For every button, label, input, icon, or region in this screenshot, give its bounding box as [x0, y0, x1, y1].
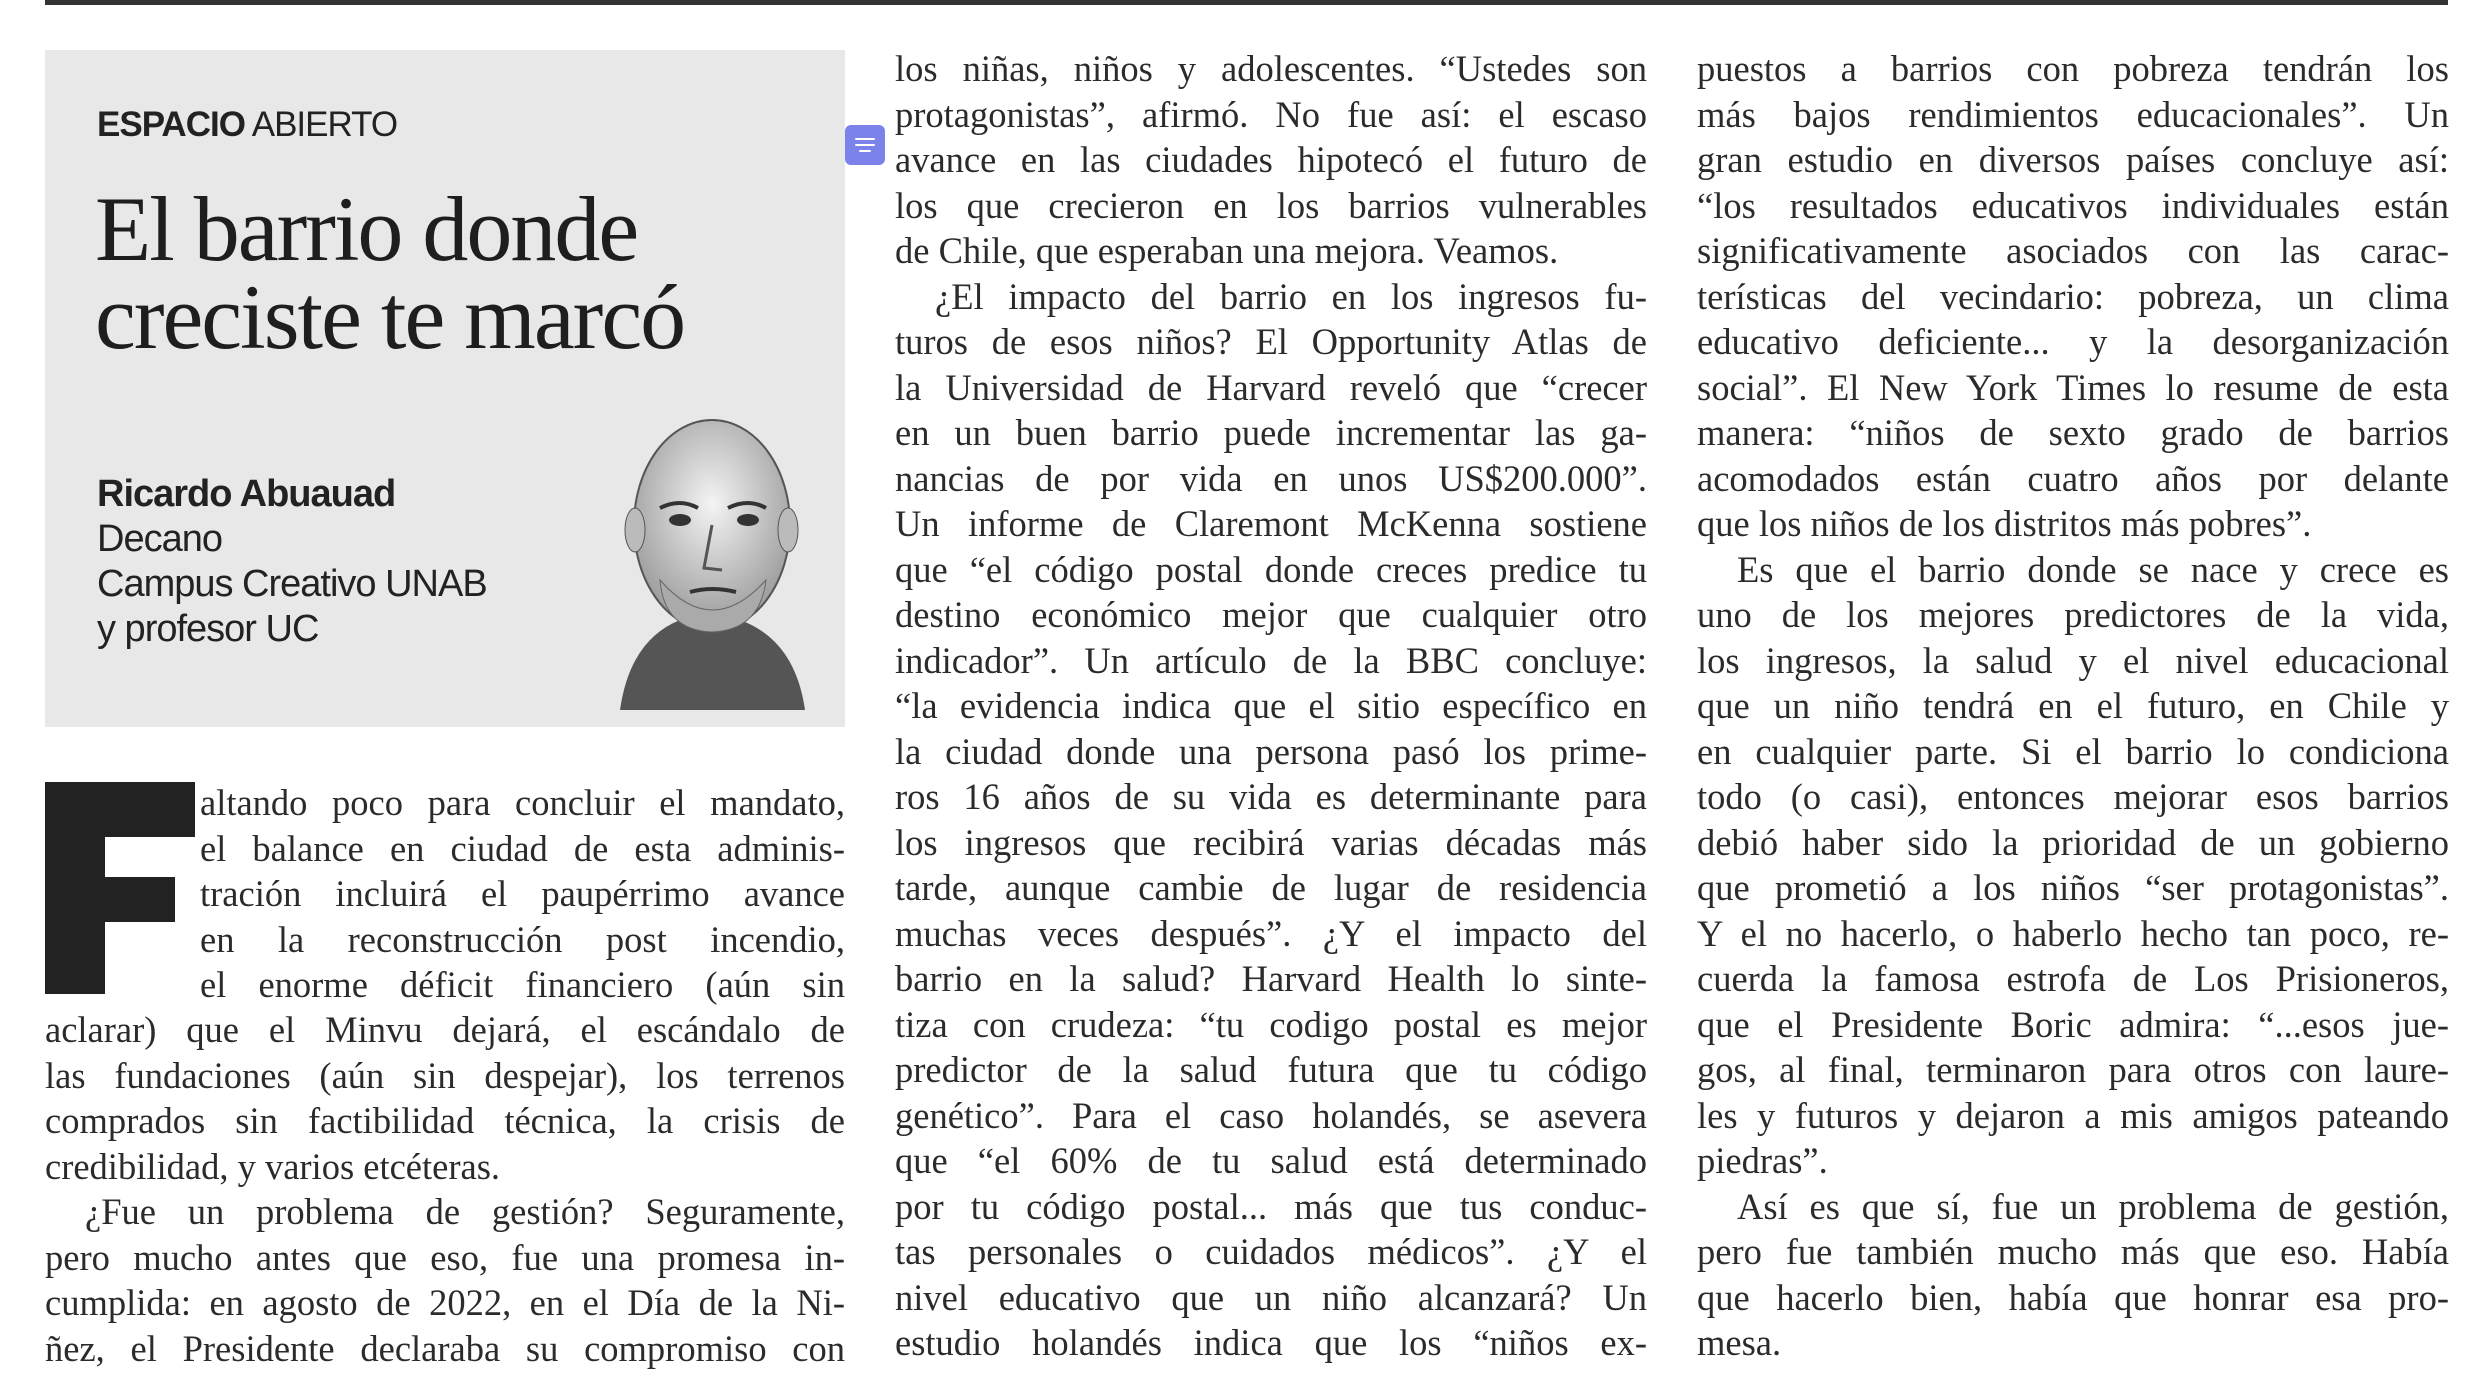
- text-line: uno de los mejores predictores de la vida,: [1697, 594, 2449, 635]
- text-line: Así es que sí, fue un problema de gestión,: [1737, 1185, 2449, 1227]
- text-line: cumplida: en agosto de 2022, en el Día de la Ni-: [45, 1282, 845, 1323]
- text-line: “la evidencia indica que el sitio específico en: [895, 685, 1647, 726]
- text-line: pero mucho antes que eso, fue una promesa in-: [45, 1236, 845, 1278]
- author-portrait: [590, 380, 830, 710]
- author-name: Ricardo Abuauad: [97, 473, 396, 515]
- text-line: tración incluirá el paupérrimo avance: [200, 873, 845, 914]
- text-line: que un niño tendrá en el futuro, en Chile y: [1697, 685, 2449, 726]
- text-line: manera: “niños de sexto grado de barrios: [1697, 412, 2449, 453]
- text-line: que “el código postal donde creces predice tu: [895, 548, 1647, 590]
- text-line: puestos a barrios con pobreza tendrán los: [1697, 48, 2449, 89]
- text-line: estudio holandés indica que los “niños ex-: [895, 1322, 1647, 1363]
- headline: [95, 178, 685, 368]
- text-line: los ingresos que recibirá varias décadas más: [895, 821, 1647, 863]
- text-line: social”. El New York Times lo resume de esta: [1697, 366, 2449, 408]
- text-line: en la reconstrucción post incendio,: [200, 918, 845, 960]
- text-line: muchas veces después”. ¿Y el impacto del: [895, 912, 1647, 954]
- text-line: ¿El impacto del barrio en los ingresos fu-: [935, 275, 1647, 317]
- text-line: que prometió a los niños “ser protagonistas”.: [1697, 867, 2449, 908]
- text-line: Y el no hacerlo, o haberlo hecho tan poco, re-: [1697, 912, 2449, 954]
- text-line: Es que el barrio donde se nace y crece es: [1737, 548, 2449, 590]
- text-line: en cualquier parte. Si el barrio lo condiciona: [1697, 730, 2449, 772]
- text-line: los que crecieron en los barrios vulnerables: [895, 184, 1647, 226]
- text-line: el balance en ciudad de esta adminis-: [200, 827, 845, 869]
- text-line: que hacerlo bien, había que honrar esa pro-: [1697, 1276, 2449, 1318]
- column-2: [895, 46, 1647, 1366]
- drop-cap: [45, 782, 195, 994]
- headline-line-2: creciste te marcó: [95, 266, 685, 368]
- text-line: nivel educativo que un niño alcanzará? Un: [895, 1276, 1647, 1318]
- text-line: la ciudad donde una persona pasó los prime-: [895, 730, 1647, 772]
- text-line: que los niños de los distritos más pobres”.: [1697, 503, 2312, 544]
- text-line: pero fue también mucho más que eso. Había: [1697, 1231, 2449, 1272]
- text-line: protagonistas”, afirmó. No fue así: el escaso: [895, 93, 1647, 135]
- header-box: [45, 50, 845, 727]
- text-line: los niñas, niños y adolescentes. “Ustedes son: [895, 48, 1647, 89]
- text-line: terísticas del vecindario: pobreza, un clima: [1697, 275, 2449, 317]
- text-line: altando poco para concluir el mandato,: [200, 782, 845, 823]
- section-label-bold: ESPACIO: [97, 105, 245, 144]
- text-line: tiza con crudeza: “tu codigo postal es mejor: [895, 1003, 1647, 1045]
- text-line: más bajos rendimientos educacionales”. Un: [1697, 93, 2449, 135]
- text-line: en un buen barrio puede incrementar las ga-: [895, 412, 1647, 453]
- headline-line-1: El barrio donde: [95, 178, 638, 280]
- author-block: [97, 472, 487, 652]
- text-line: les y futuros y dejaron a mis amigos pateando: [1697, 1094, 2449, 1136]
- column-1-dropcap-lines: [200, 780, 845, 1008]
- text-line: indicador”. Un artículo de la BBC concluye:: [895, 639, 1647, 681]
- text-line: aclarar) que el Minvu dejará, el escándalo de: [45, 1009, 845, 1050]
- text-line: tas personales o cuidados médicos”. ¿Y el: [895, 1231, 1647, 1272]
- drop-cap-letter-f: [45, 782, 195, 994]
- column-3: [1697, 46, 2449, 1366]
- text-line: debió haber sido la prioridad de un gobierno: [1697, 821, 2449, 863]
- text-line: gran estudio en diversos países concluye así:: [1697, 139, 2449, 180]
- section-label-light: ABIERTO: [251, 105, 398, 144]
- text-line: educativo deficiente... y la desorganización: [1697, 321, 2449, 362]
- text-line: avance en las ciudades hipotecó el futuro de: [895, 139, 1647, 180]
- text-line: significativamente asociados con las carac-: [1697, 230, 2449, 271]
- author-affiliation: Campus Creativo UNAB: [97, 563, 487, 605]
- text-line: la Universidad de Harvard reveló que “crecer: [895, 366, 1647, 408]
- text-line: turos de esos niños? El Opportunity Atlas de: [895, 321, 1647, 362]
- top-rule: [45, 0, 2448, 5]
- text-line: ros 16 años de su vida es determinante para: [895, 776, 1647, 817]
- text-line: acomodados están cuatro años por delante: [1697, 457, 2449, 499]
- text-line: Un informe de Claremont McKenna sostiene: [895, 503, 1647, 544]
- text-line: predictor de la salud futura que tu código: [895, 1049, 1647, 1090]
- text-line: ¿Fue un problema de gestión? Seguramente,: [85, 1191, 845, 1232]
- text-line: genético”. Para el caso holandés, se asevera: [895, 1094, 1647, 1136]
- text-line: “los resultados educativos individuales están: [1697, 184, 2449, 226]
- text-line: gos, al final, terminaron para otros con laure-: [1697, 1049, 2449, 1090]
- text-line: las fundaciones (aún sin despejar), los terrenos: [45, 1054, 845, 1096]
- text-line: destino económico mejor que cualquier otro: [895, 594, 1647, 635]
- text-line: el enorme déficit financiero (aún sin: [200, 964, 845, 1005]
- text-line: tarde, aunque cambie de lugar de residencia: [895, 867, 1647, 908]
- section-label: [97, 105, 397, 145]
- text-line: todo (o casi), entonces mejorar esos barrios: [1697, 776, 2449, 817]
- text-line: que “el 60% de tu salud está determinado: [895, 1140, 1647, 1181]
- text-line: cuerda la famosa estrofa de Los Prisioneros,: [1697, 958, 2449, 999]
- text-line: de Chile, que esperaban una mejora. Veamos.: [895, 230, 1559, 271]
- text-line: barrio en la salud? Harvard Health lo sinte-: [895, 958, 1647, 999]
- text-line: piedras”.: [1697, 1140, 1828, 1181]
- author-role: Decano: [97, 518, 222, 560]
- text-line: nancias de por vida en unos US$200.000”.: [895, 457, 1647, 499]
- text-line: comprados sin factibilidad técnica, la crisis de: [45, 1100, 845, 1141]
- column-1-lines: [45, 1007, 845, 1371]
- text-line: los ingresos, la salud y el nivel educacional: [1697, 639, 2449, 681]
- text-line: ñez, el Presidente declaraba su compromiso con: [45, 1327, 845, 1369]
- text-line: que el Presidente Boric admira: “...esos jue-: [1697, 1003, 2449, 1045]
- author-affiliation-2: y profesor UC: [97, 608, 319, 650]
- text-line: por tu código postal... más que tus conduc-: [895, 1185, 1647, 1227]
- text-line: credibilidad, y varios etcéteras.: [45, 1145, 501, 1187]
- text-line: mesa.: [1697, 1322, 1782, 1363]
- note-icon[interactable]: [845, 125, 885, 165]
